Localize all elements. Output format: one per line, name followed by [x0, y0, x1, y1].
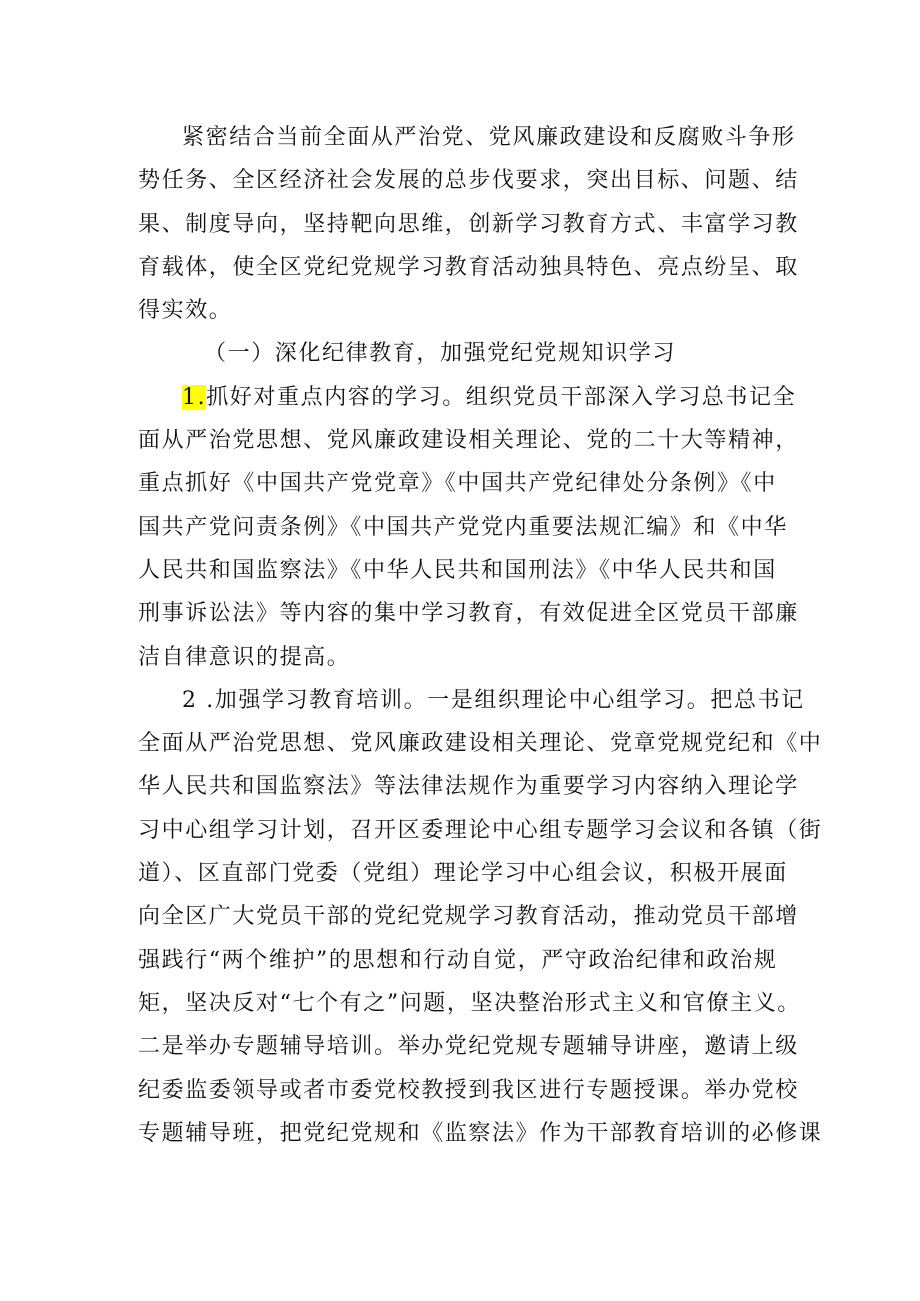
text-line: 得实效。 [138, 298, 233, 324]
text-line: 刑事诉讼法》等内容的集中学习教育，有效促进全区党员干部廉 [138, 601, 799, 627]
highlighted-item-number: 1. [182, 384, 207, 410]
text-line: 道）、区直部门党委（党组）理论学习中心组会议，积极开展面 [138, 861, 788, 887]
text-line [138, 376, 797, 419]
section-heading: （一）深化纪律教育，加强党纪党规知识学习 [204, 341, 677, 367]
text-line: 纪委监委领导或者市委党校教授到我区进行专题授课。举办党校 [138, 1077, 799, 1103]
text-line: 国共产党问责条例》《中国共产党党内重要法规汇编》和《中华 [138, 514, 788, 540]
document-body [138, 116, 823, 1155]
text-line: 重点抓好《中国共产党党章》《中国共产党纪律处分条例》《中 [138, 471, 777, 497]
text-line: 全面从严治党思想、党风廉政建设相关理论、党章党规党纪和《中 [138, 731, 823, 757]
text-line: 育载体，使全区党纪党规学习教育活动独具特色、亮点纷呈、取 [138, 254, 799, 280]
text-line-rest: 抓好对重点内容的学习。组织党员干部深入学习总书记全 [206, 384, 797, 410]
text-line: 华人民共和国监察法》等法律法规作为重要学习内容纳入理论学 [138, 774, 799, 800]
text-line: 2 .加强学习教育培训。一是组织理论中心组学习。把总书记 [182, 687, 805, 713]
text-line: 果、制度导向，坚持靶向思维，创新学习教育方式、丰富学习教 [138, 211, 799, 237]
text-line: 面从严治党思想、党风廉政建设相关理论、党的二十大等精神， [138, 428, 799, 454]
text-line: 强践行“两个维护”的思想和行动自觉，严守政治纪律和政治规 [138, 947, 778, 973]
text-line: 专题辅导班，把党纪党规和《监察法》作为干部教育培训的必修课 [138, 1120, 823, 1146]
text-line: 势任务、全区经济社会发展的总步伐要求，突出目标、问题、结 [138, 168, 799, 194]
text-line: 二是举办专题辅导培训。举办党纪党规专题辅导讲座，邀请上级 [138, 1034, 799, 1060]
text-line: 洁自律意识的提高。 [138, 644, 351, 670]
text-line: 矩，坚决反对“七个有之”问题，坚决整治形式主义和官僚主义。 [138, 990, 801, 1016]
text-line: 人民共和国监察法》《中华人民共和国刑法》《中华人民共和国 [138, 557, 777, 583]
text-line: 向全区广大党员干部的党纪党规学习教育活动，推动党员干部增 [138, 904, 799, 930]
text-line: 紧密结合当前全面从严治党、党风廉政建设和反腐败斗争形 [182, 125, 796, 150]
text-line: 习中心组学习计划，召开区委理论中心组专题学习会议和各镇（街 [138, 817, 823, 843]
